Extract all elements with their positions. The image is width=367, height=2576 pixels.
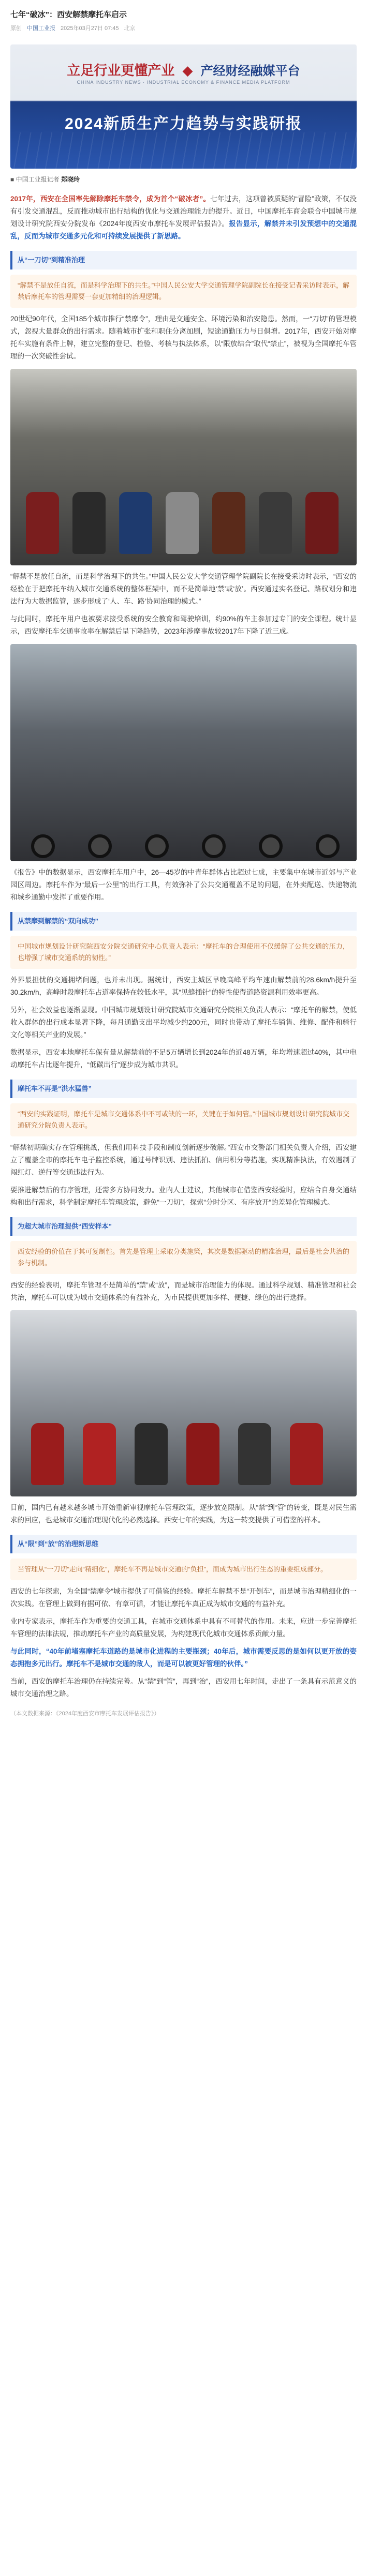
motorcycle-shape (72, 492, 106, 554)
paragraph (10, 1645, 357, 1670)
section-heading: 从“限”到“放”的治理新思维 (10, 1535, 357, 1553)
motorcycle-photo (10, 644, 357, 861)
motorcycle-shape (212, 492, 245, 554)
section-heading: 从“一刀切”到精准治理 (10, 251, 357, 269)
motorcycle-shape (166, 492, 199, 554)
section-quote: “解禁不是放任自流，而是科学治理下的共生。”中国人民公安大学交通管理学院副院长在接受记者采访时表示，解禁后摩托车的管理需要一套更加精细的治理逻辑。 (10, 275, 357, 308)
wheel-shape (145, 834, 169, 858)
meta-time: 2025年03月27日 07:45 (61, 25, 119, 32)
motorcycle-shape (259, 492, 292, 554)
paragraph: 目前，国内已有越来越多城市开始重新审视摩托车管理政策，逐步放宽限制。从“禁”到“管”的转变，既是对民生需求的回应，也是城市交通治理现代化的必然选择。西安七年的实践，为这一转变提供了可借鉴的样本。 (10, 1504, 357, 1524)
paragraph: 另外，社会效益也逐渐显现。中国城市规划设计研究院城市交通研究分院相关负责人表示：“摩托车的解禁，使低收入群体的出行成本显著下降，每月通勤支出平均减少约200元，同时也带动了摩托车销售、维修、配件和骑行文化等相关产业的发展。” (10, 1006, 357, 1039)
meta-location: 北京 (124, 25, 136, 32)
paragraph: 与此同时，摩托车用户也被要求接受系统的安全教育和驾驶培训，约90%的车主参加过专门的安全课程。统计显示，西安摩托车交通事故率在解禁后呈下降趋势，2023年涉摩事故较2017年下降了近三成。 (10, 615, 357, 635)
wheel-shape (316, 834, 340, 858)
article-meta (10, 24, 357, 32)
meta-original-tag: 原创 (10, 25, 22, 32)
section-quote: 西安经验的价值在于其可复制性。首先是管理上采取分类施策，其次是数据驱动的精准治理，最后是社会共治的参与机制。 (10, 1241, 357, 1274)
paragraph (10, 571, 357, 608)
motorcycle-photo (10, 1310, 357, 1496)
byline-author: 郑晓玲 (61, 176, 80, 183)
paragraph: 当前，西安的摩托车治理仍在持续完善。从“禁”到“管”，再到“治”，西安用七年时间，走出了一条具有示范意义的城市交通治理之路。 (10, 1678, 357, 1698)
banner-headline: 2024新质生产力趋势与实践研报 (65, 115, 302, 132)
banner-decoration (10, 132, 357, 169)
motorcycle-shape (290, 1423, 323, 1485)
paragraph-highlight: 与此同时，“40年前堵塞摩托车道路的是城市化进程的主要瓶颈；40年后，城市需要反思的是如何以更开放的姿态拥抱多元出行。摩托车不是城市交通的敌人，而是可以被更好管理的伙伴。” (10, 1648, 357, 1668)
section-quote: 中国城市规划设计研究院西安分院交通研究中心负责人表示：“摩托车的合理使用不仅缓解了公共交通的压力，也增强了城市交通系统的韧性。” (10, 936, 357, 969)
paragraph: 西安的七年探索，为全国“禁摩令”城市提供了可借鉴的经验。摩托车解禁不是“开倒车”，而是城市治理精细化的一次实践。在管理上做到有据可依、有章可循，才能让摩托车真正成为城市交通的有益补充。 (10, 1587, 357, 1608)
header-banner (10, 44, 357, 169)
section-heading: 摩托车不再是“洪水猛兽” (10, 1080, 357, 1098)
motorcycle-shape (31, 1423, 64, 1485)
meta-publisher-link[interactable]: 中国工业报 (27, 25, 55, 32)
banner-slogan-en: CHINA INDUSTRY NEWS · INDUSTRIAL ECONOMY & FINANCE MEDIA PLATFORM (77, 80, 290, 85)
paragraph-text: 七年过去，这项曾被质疑的“冒险”政策，不仅没有引发交通混乱，反而推动城市出行结构的优化与交通治理能力的提升。近日，中国摩托车商会联合中国城市规划设计研究院西安分院发布《2024年度西安市摩托车发展评估报告》。 (10, 195, 357, 228)
section-quote: “西安的实践证明，摩托车是城市交通体系中不可或缺的一环，关键在于如何管。”中国城市规划设计研究院城市交通研究分院负责人表示。 (10, 1103, 357, 1136)
banner-slogan-right: 产经财经融媒平台 (200, 63, 300, 78)
paragraph-highlight: 报告显示，解禁并未引发预想中的交通混乱，反而为城市交通多元化和可持续发展提供了新思路。 (10, 220, 357, 240)
article-header (0, 0, 367, 37)
wheel-shape (31, 834, 55, 858)
motorcycle-shape (26, 492, 59, 554)
motorcycle-shape (238, 1423, 271, 1485)
paragraph: 西安的经验表明，摩托车管理不是简单的“禁”或“放”，而是城市治理能力的体现。通过科学规划、精准管理和社会共治，摩托车可以成为城市交通体系的有益补充，为市民提供更加多样、便捷、绿色的出行选择。 (10, 1281, 357, 1301)
motorcycle-shape (119, 492, 152, 554)
paragraph: 《报告》中的数据显示，西安摩托车用户中，26—45岁的中青年群体占比超过七成，主要集中在城市近郊与产业园区周边。摩托车作为“最后一公里”的出行工具，有效弥补了公共交通覆盖不足的问题，在外卖配送、快递物流和城乡通勤中发挥了重要作用。 (10, 868, 357, 901)
paragraph: 要推进解禁后的有序管理，还需多方协同发力。业内人士建议，其他城市在借鉴西安经验时，应结合自身交通结构和出行需求，科学制定摩托车管理政策，避免“一刀切”，探索“分时分区、有序放开”的差异化管理模式。 (10, 1186, 357, 1206)
section-heading: 为超大城市治理提供“西安样本” (10, 1217, 357, 1236)
motorcycle-shape (135, 1423, 168, 1485)
byline-prefix: ■ 中国工业报记者 (10, 176, 60, 183)
banner-slogan: 立足行业更懂产业 ◆ 产经财经融媒平台 (67, 63, 300, 79)
article-title: 七年“破冰”：西安解禁摩托车启示 (10, 10, 127, 19)
paragraph-text: “解禁不是放任自流，而是科学治理下的共生。”中国人民公安大学交通管理学院副院长在接受采访时表示，“西安的经验在于把摩托车纳入城市交通系统的整体框架中，而不是简单地‘禁’或‘放’。西安通过实名登记、路权划分和违法行为大数据监管，逐步形成了‘人、车、路’协同治理的模式。” (10, 573, 357, 605)
byline (10, 175, 357, 184)
paragraph: 20世纪90年代，全国185个城市推行“禁摩令”，理由是交通安全、环境污染和治安隐患。然而，一“刀切”的管理模式，忽视大量群众的出行需求。随着城市扩张和职住分离加剧，短途通勤压力与日俱增。2017年，西安开始对摩托车实施有条件上牌，建立完整的登记、检验、考核与执法体系，以“限放结合”取代“禁止”，被视为全国摩托车管理的一次突破性尝试。 (10, 315, 357, 360)
paragraph: “解禁初期确实存在管理挑战，但我们用科技手段和制度创新逐步破解。”西安市交警部门相关负责人介绍，西安建立了覆盖全市的摩托车电子监控系统，通过号牌识别、违法抓拍、信用积分等措施，实现精准执法，有效遏制了闯红灯、逆行等交通违法行为。 (10, 1144, 357, 1176)
wheel-shape (202, 834, 226, 858)
wheel-shape (259, 834, 283, 858)
paragraph (10, 193, 357, 243)
paragraph: 数据显示，西安本地摩托车保有量从解禁前的不足5万辆增长到2024年的近48万辆，年均增速超过40%，其中电动摩托车占比逐年提升，“低碳出行”逐步成为城市共识。 (10, 1049, 357, 1069)
wheel-shape (88, 834, 112, 858)
paragraph-highlight: 2017年，西安在全国率先解除摩托车禁令，成为首个“破冰者”。 (10, 195, 211, 203)
paragraph: 外界最担忧的交通拥堵问题，也并未出现。据统计，西安主城区早晚高峰平均车速由解禁前的28.6km/h提升至30.2km/h，高峰时段摩托车占道率保持在较低水平，其“见缝插针”的特性使得道路资源利用效率更高。 (10, 976, 357, 996)
motorcycle-shape (186, 1423, 219, 1485)
motorcycle-photo (10, 369, 357, 565)
paragraph: 业内专家表示，摩托车作为重要的交通工具，在城市交通体系中具有不可替代的作用。未来，应进一步完善摩托车管理的法律法规，推动摩托车产业的高质量发展，为构建现代化城市交通体系贡献力量。 (10, 1618, 357, 1638)
motorcycle-shape (305, 492, 339, 554)
banner-slogan-left: 立足行业更懂产业 (67, 63, 175, 79)
article-body (0, 184, 367, 1720)
data-source-note: （本文数据来源：《2024年度西安市摩托车发展评估报告》） (10, 1711, 160, 1717)
motorcycle-shape (83, 1423, 116, 1485)
section-quote: 当管理从“一刀切”走向“精细化”，摩托车不再是城市交通的“负担”，而成为城市出行生态的重要组成部分。 (10, 1559, 357, 1580)
section-heading: 从禁摩到解禁的“双向成功” (10, 912, 357, 931)
